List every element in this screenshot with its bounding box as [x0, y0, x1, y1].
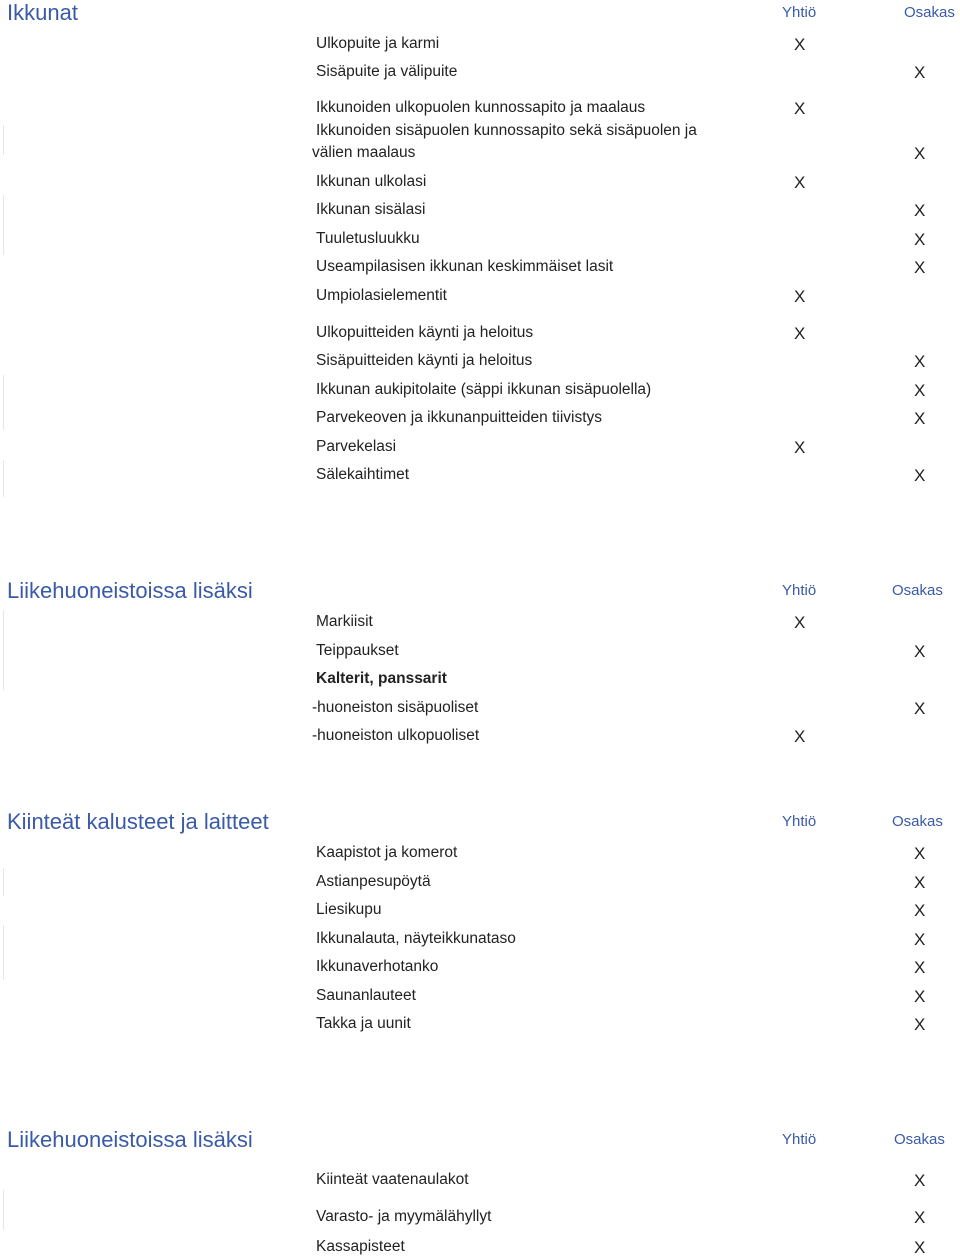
osakas-mark: X: [914, 230, 926, 249]
row-label: Parvekelasi: [316, 438, 397, 455]
osakas-mark: X: [914, 201, 926, 220]
osakas-mark: X: [914, 699, 926, 718]
column-header-yhtio: Yhtiö: [782, 813, 817, 830]
osakas-mark: X: [914, 466, 926, 485]
section-title: Liikehuoneistoissa lisäksi: [7, 578, 253, 603]
row-label: Sisäpuite ja välipuite: [316, 63, 458, 80]
yhtio-mark: X: [794, 613, 806, 632]
row-label: Ikkunoiden ulkopuolen kunnossapito ja maalaus: [316, 99, 646, 116]
row-label: Useampilasisen ikkunan keskimmäiset lasit: [316, 258, 614, 275]
left-border-line: [3, 610, 4, 690]
row-label: Ikkunoiden sisäpuolen kunnossapito sekä sisäpuolen ja: [316, 122, 697, 139]
yhtio-mark: X: [794, 727, 806, 746]
row-label: Ulkopuitteiden käynti ja heloitus: [316, 324, 534, 341]
row-label: Kiinteät vaatenaulakot: [316, 1171, 469, 1188]
osakas-mark: X: [914, 409, 926, 428]
row-label: Markiisit: [316, 613, 373, 630]
row-label: Ulkopuite ja karmi: [316, 35, 440, 52]
osakas-mark: X: [914, 958, 926, 977]
osakas-mark: X: [914, 873, 926, 892]
row-label: Varasto- ja myymälähyllyt: [316, 1208, 492, 1225]
osakas-mark: X: [914, 1238, 926, 1257]
section-title: Liikehuoneistoissa lisäksi: [7, 1127, 253, 1152]
row-label: Astianpesupöytä: [316, 873, 431, 890]
row-label-continued: välien maalaus: [312, 144, 416, 161]
row-label: Ikkunaverhotanko: [316, 958, 439, 975]
row-label: Umpiolasielementit: [316, 287, 447, 304]
left-border-line: [3, 125, 4, 155]
column-header-osakas: Osakas: [892, 813, 943, 830]
row-label: Tuuletusluukku: [316, 230, 420, 247]
left-border-line: [3, 375, 4, 430]
osakas-mark: X: [914, 1171, 926, 1190]
left-border-line: [3, 868, 4, 896]
osakas-mark: X: [914, 1015, 926, 1034]
row-label: Saunanlauteet: [316, 987, 416, 1004]
row-label: Teippaukset: [316, 642, 399, 659]
column-header-yhtio: Yhtiö: [782, 582, 817, 599]
yhtio-mark: X: [794, 324, 806, 343]
row-label: Takka ja uunit: [316, 1015, 411, 1032]
row-label: Sisäpuitteiden käynti ja heloitus: [316, 352, 533, 369]
osakas-mark: X: [914, 144, 926, 163]
section-title: Ikkunat: [7, 0, 78, 25]
yhtio-mark: X: [794, 438, 806, 457]
row-label-heading: Kalterit, panssarit: [316, 670, 447, 687]
yhtio-mark: X: [794, 173, 806, 192]
column-header-osakas: Osakas: [904, 4, 955, 21]
osakas-mark: X: [914, 381, 926, 400]
osakas-mark: X: [914, 1208, 926, 1227]
left-border-line: [3, 460, 4, 497]
row-label: -huoneiston sisäpuoliset: [312, 699, 479, 716]
osakas-mark: X: [914, 642, 926, 661]
osakas-mark: X: [914, 930, 926, 949]
row-label: Kassapisteet: [316, 1238, 405, 1255]
osakas-mark: X: [914, 352, 926, 371]
row-label: Parvekeoven ja ikkunanpuitteiden tiivistys: [316, 409, 603, 426]
left-border-line: [3, 925, 4, 980]
yhtio-mark: X: [794, 99, 806, 118]
row-label: Ikkunan sisälasi: [316, 201, 426, 218]
section-title: Kiinteät kalusteet ja laitteet: [7, 809, 269, 834]
left-border-line: [3, 1190, 4, 1230]
column-header-osakas: Osakas: [894, 1131, 945, 1148]
row-label: -huoneiston ulkopuoliset: [312, 727, 480, 744]
column-header-yhtio: Yhtiö: [782, 4, 817, 21]
column-header-osakas: Osakas: [892, 582, 943, 599]
yhtio-mark: X: [794, 35, 806, 54]
row-label: Ikkunan aukipitolaite (säppi ikkunan sisäpuolella): [316, 381, 652, 398]
row-label: Sälekaihtimet: [316, 466, 410, 483]
row-label: Kaapistot ja komerot: [316, 844, 458, 861]
osakas-mark: X: [914, 63, 926, 82]
osakas-mark: X: [914, 987, 926, 1006]
osakas-mark: X: [914, 844, 926, 863]
row-label: Liesikupu: [316, 901, 382, 918]
row-label: Ikkunalauta, näyteikkunataso: [316, 930, 516, 947]
row-label: Ikkunan ulkolasi: [316, 173, 427, 190]
yhtio-mark: X: [794, 287, 806, 306]
left-border-line: [3, 195, 4, 255]
osakas-mark: X: [914, 901, 926, 920]
column-header-yhtio: Yhtiö: [782, 1131, 817, 1148]
osakas-mark: X: [914, 258, 926, 277]
